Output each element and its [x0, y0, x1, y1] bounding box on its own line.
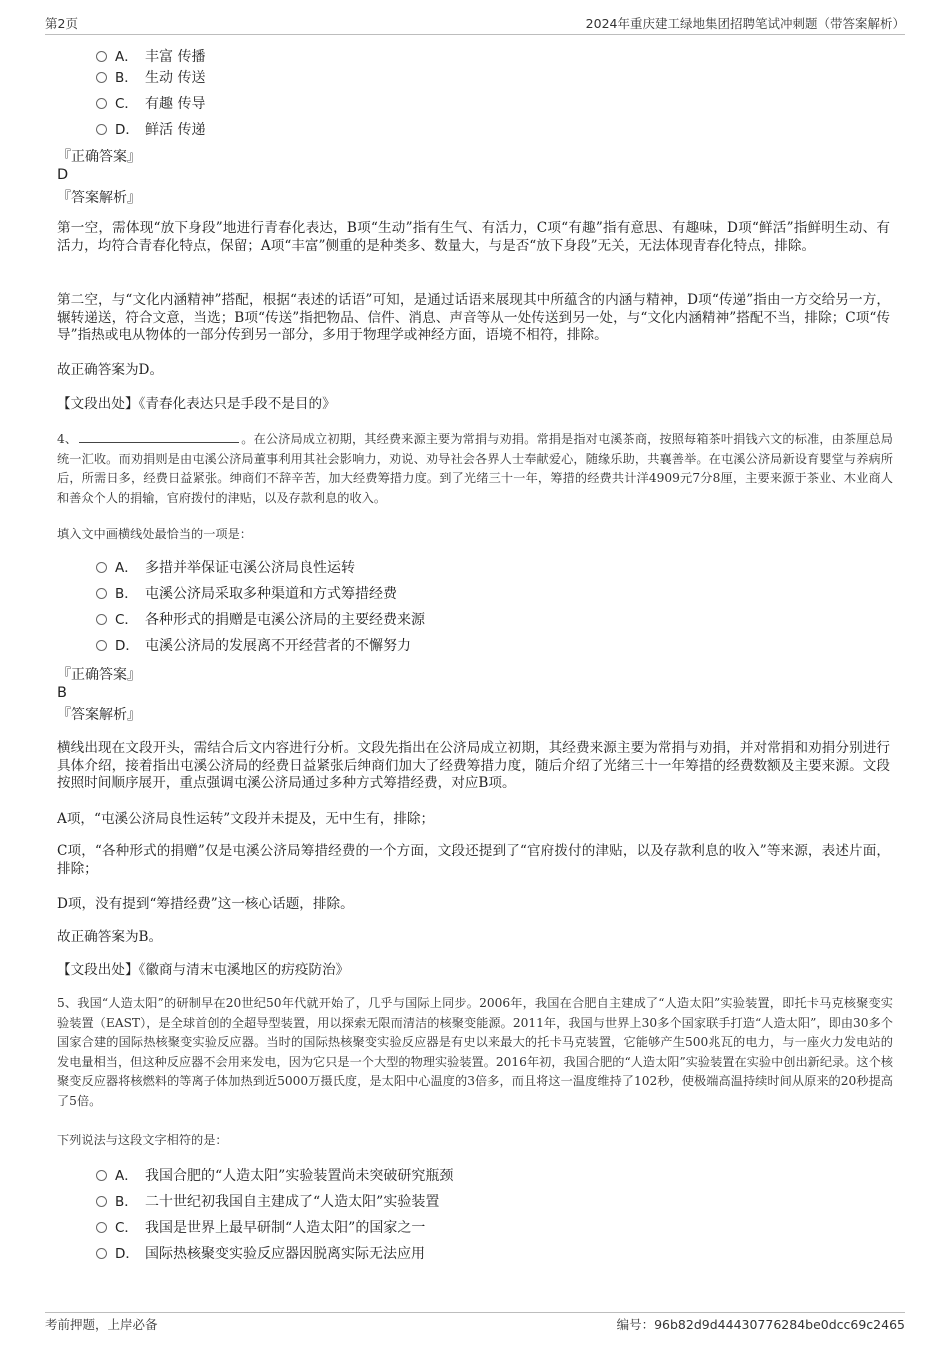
- document-title: 2024年重庆建工绿地集团招聘笔试冲刺题（带答案解析）: [585, 16, 905, 31]
- option-b[interactable]: B． 生动 传送: [96, 68, 205, 88]
- option-c[interactable]: C． 有趣 传导: [96, 94, 205, 114]
- question-prompt: 下列说法与这段文字相符的是：: [57, 1133, 228, 1147]
- fill-blank: [79, 430, 239, 443]
- document-id: 编号：96b82d9d44430776284be0dcc69c2465: [616, 1317, 905, 1332]
- question-stem: 4、 。在公济局成立初期，其经费来源主要为常捐与劝捐。常捐是指对屯溪茶商，按照每箱茶叶捐钱六文的标准，由茶厘总局统一汇收。而劝捐则是由屯溪公济局董事利用其社会影响力，劝说、劝导社会各界人士奉献爱心，随缘乐助，共襄善举。在屯溪公济局新设育婴堂与养病所后，所需日多，经费日益紧张。绅商们不辞辛苦，加大经费筹措力度。到了光绪三十一年，筹措的经费共计洋4909元7分8厘，主要来源于茶业、木业商人和善众个人的捐输，官府拨付的津贴，以及存款利息的收入。: [57, 432, 893, 505]
- radio-icon[interactable]: [96, 1170, 107, 1181]
- option-d[interactable]: D． 屯溪公济局的发展离不开经营者的不懈努力: [96, 636, 411, 656]
- option-b[interactable]: B． 二十世纪初我国自主建成了“人造太阳”实验装置: [96, 1192, 439, 1212]
- radio-icon[interactable]: [96, 562, 107, 573]
- analysis-paragraph: A项，“屯溪公济局良性运转”文段并未提及，无中生有，排除；: [57, 811, 435, 827]
- page-header: [45, 12, 905, 35]
- analysis-label: 『答案解析』: [57, 707, 141, 723]
- radio-icon[interactable]: [96, 51, 107, 62]
- analysis-paragraph: 第一空，需体现“放下身段”地进行青春化表达，B项“生动”指有生气、有活力，C项“有趣”指有意思、有趣味，D项“鲜活”指鲜明生动、有活力，均符合青春化特点，保留；A项“丰富”侧重的是种类多、数量大，与是否“放下身段”无关，无法体现青春化特点，排除。: [57, 220, 890, 254]
- question-stem: 5、我国“人造太阳”的研制早在20世纪50年代就开始了，几乎与国际上同步。2006年，我国在合肥自主建成了“人造太阳”实验装置，即托卡马克核聚变实验装置（EAST），是全球首创的全超导型装置，用以探索无限而清洁的核聚变能源。2011年，我国与世界上30多个国家联手打造“人造太阳”，即由30多个国家合建的国际热核聚变实验反应器。当时的国际热核聚变实验反应器是有史以来最大的托卡马克装置，它能够产生500兆瓦的电力，与一座火力发电站的发电量相当，但这种反应器不会用来发电，因为它只是一个大型的物理实验装置。2016年初，我国合肥的“人造太阳”实验装置在实验中创出新纪录。这个核聚变反应器将核燃料的等离子体加热到近5000万摄氏度，是太阳中心温度的3倍多，而且将这一温度维持了102秒，使极端高温持续时间从原来的20秒提高了5倍。: [57, 996, 893, 1108]
- footer-slogan: 考前押题，上岸必备: [45, 1317, 158, 1332]
- radio-icon[interactable]: [96, 588, 107, 599]
- option-b[interactable]: B． 屯溪公济局采取多种渠道和方式筹措经费: [96, 584, 397, 604]
- radio-icon[interactable]: [96, 1222, 107, 1233]
- correct-answer-label: 『正确答案』: [57, 149, 141, 165]
- page-number: 第2页: [45, 16, 78, 31]
- radio-icon[interactable]: [96, 124, 107, 135]
- option-d[interactable]: D． 鲜活 传递: [96, 120, 205, 140]
- analysis-conclusion: 故正确答案为B。: [57, 929, 163, 945]
- option-d[interactable]: D． 国际热核聚变实验反应器因脱离实际无法应用: [96, 1244, 425, 1264]
- source-citation: 【文段出处】《徽商与清末屯溪地区的疠疫防治》: [57, 962, 350, 978]
- correct-answer: B: [57, 685, 67, 701]
- option-c[interactable]: C． 各种形式的捐赠是屯溪公济局的主要经费来源: [96, 610, 425, 630]
- radio-icon[interactable]: [96, 98, 107, 109]
- option-c[interactable]: C． 我国是世界上最早研制“人造太阳”的国家之一: [96, 1218, 425, 1238]
- page-footer: [45, 1312, 905, 1335]
- radio-icon[interactable]: [96, 1196, 107, 1207]
- option-a[interactable]: A． 多措并举保证屯溪公济局良性运转: [96, 558, 355, 578]
- radio-icon[interactable]: [96, 72, 107, 83]
- option-a[interactable]: A． 我国合肥的“人造太阳”实验装置尚未突破研究瓶颈: [96, 1166, 453, 1186]
- analysis-paragraph: 第二空，与“文化内涵精神”搭配，根据“表述的话语”可知，是通过话语来展现其中所蕴含的内涵与精神，D项“传递”指由一方交给另一方，辗转递送，符合文意，当选；B项“传送”指把物品、信件、消息、声音等从一处传送到另一处，与“文化内涵精神”搭配不当，排除；C项“传导”指热或电从物体的一部分传到另一部分，多用于物理学或神经方面，语境不相符，排除。: [57, 292, 890, 343]
- analysis-paragraph: C项，“各种形式的捐赠”仅是屯溪公济局筹措经费的一个方面，文段还提到了“官府拨付的津贴，以及存款利息的收入”等来源，表述片面，排除；: [57, 843, 890, 877]
- radio-icon[interactable]: [96, 1248, 107, 1259]
- radio-icon[interactable]: [96, 640, 107, 651]
- analysis-paragraph: 横线出现在文段开头，需结合后文内容进行分析。文段先指出在公济局成立初期，其经费来源主要为常捐与劝捐，并对常捐和劝捐分别进行具体介绍，接着指出屯溪公济局的经费日益紧张后绅商们加大了经费筹措力度，随后介绍了光绪三十一年筹措的经费数额及主要来源。文段按照时间顺序展开，重点强调屯溪公济局通过多种方式筹措经费，对应B项。: [57, 740, 890, 791]
- source-citation: 【文段出处】《青春化表达只是手段不是目的》: [57, 396, 336, 412]
- question-prompt: 填入文中画横线处最恰当的一项是：: [57, 527, 252, 541]
- correct-answer-label: 『正确答案』: [57, 667, 141, 683]
- radio-icon[interactable]: [96, 614, 107, 625]
- analysis-conclusion: 故正确答案为D。: [57, 362, 164, 378]
- analysis-label: 『答案解析』: [57, 190, 141, 206]
- correct-answer: D: [57, 167, 69, 183]
- analysis-paragraph: D项，没有提到“筹措经费”这一核心话题，排除。: [57, 896, 354, 912]
- option-a[interactable]: A． 丰富 传播: [96, 47, 205, 67]
